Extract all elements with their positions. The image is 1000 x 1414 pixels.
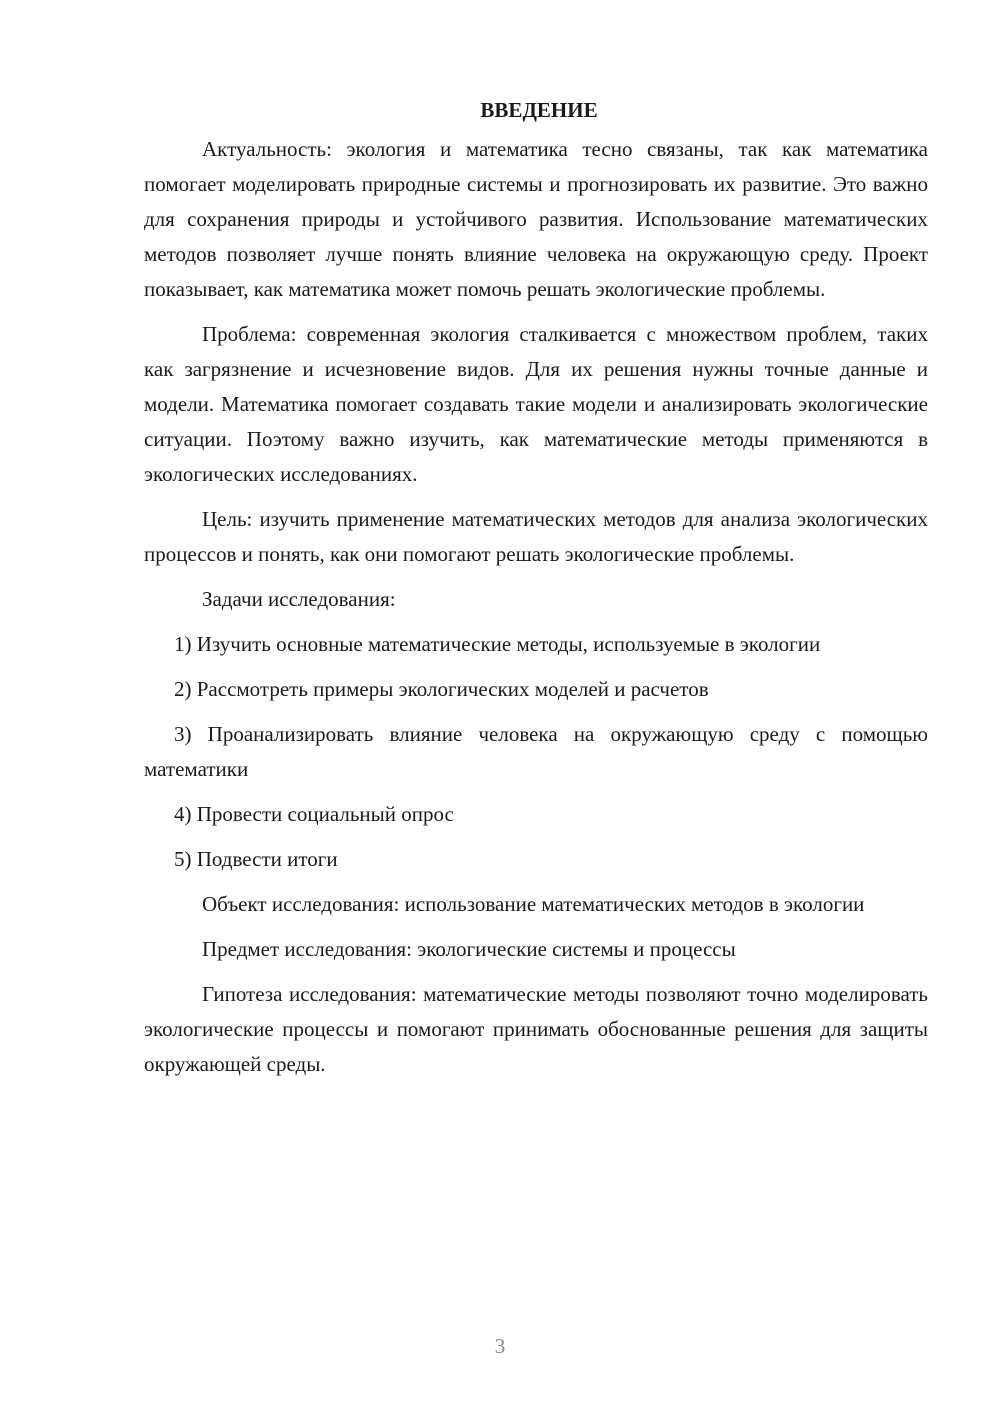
- paragraph-subject: Предмет исследования: экологические системы и процессы: [202, 937, 736, 961]
- paragraph-relevance: Актуальность: экология и математика тесно связаны, так как математика помогает моделировать природные системы и прогнозировать их развитие. Это важно для сохранения природы и устойчивого развития. Использование математических методов позволяет лучше понять влияние человека на окружающую среду. Проект показывает, как математика может помочь решать экологические проблемы.: [144, 137, 928, 301]
- page-number: 3: [494, 1334, 506, 1358]
- task-item-1: 1) Изучить основные математические методы, используемые в экологии: [174, 632, 821, 656]
- task-item-3: 3) Проанализировать влияние человека на окружающую среду с помощью математики: [144, 722, 928, 781]
- section-title: ВВЕДЕНИЕ: [480, 98, 598, 122]
- paragraph-goal: Цель: изучить применение математических методов для анализа экологических процессов и понять, как они помогают решать экологические проблемы.: [144, 507, 928, 566]
- paragraph-problem: Проблема: современная экология сталкивается с множеством проблем, таких как загрязнение и исчезновение видов. Для их решения нужны точные данные и модели. Математика помогает создавать такие модели и анализировать экологические ситуации. Поэтому важно изучить, как математические методы применяются в экологических исследованиях.: [144, 322, 928, 486]
- paragraph-tasks-heading: Задачи исследования:: [202, 587, 396, 611]
- document-page: [144, 92, 928, 1092]
- task-item-2: 2) Рассмотреть примеры экологических моделей и расчетов: [174, 677, 709, 701]
- task-item-4: 4) Провести социальный опрос: [174, 802, 454, 826]
- paragraph-object: Объект исследования: использование математических методов в экологии: [202, 892, 865, 916]
- task-item-5: 5) Подвести итоги: [174, 847, 338, 871]
- paragraph-hypothesis: Гипотеза исследования: математические методы позволяют точно моделировать экологические процессы и помогают принимать обоснованные решения для защиты окружающей среды.: [144, 982, 928, 1076]
